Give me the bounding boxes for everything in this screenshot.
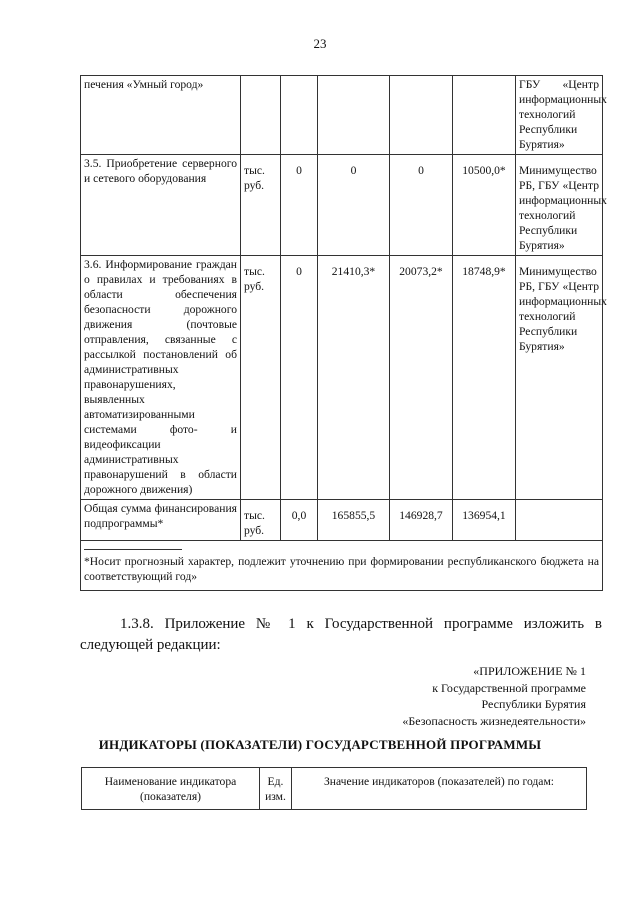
unit-cell: тыс. руб.: [241, 155, 281, 256]
total-label-cell: Общая сумма финансирования подпрограммы*: [81, 500, 241, 541]
appendix-line: «Безопасность жизнедеятельности»: [402, 713, 586, 728]
executor-cell: Минимущество РБ, ГБУ «Центр информационных технологий Республики Бурятия»: [516, 155, 603, 256]
value-cell: [453, 76, 516, 155]
unit-cell: [241, 76, 281, 155]
value-cell: 18748,9*: [453, 256, 516, 500]
executor-cell: ГБУ «Центр информационных технологий Республики Бурятия»: [516, 76, 603, 155]
value-cell: 0: [390, 155, 453, 256]
indicator-name-header: Наименование индикатора (показателя): [82, 768, 260, 810]
value-cell: 165855,5: [318, 500, 390, 541]
table-row: [81, 76, 603, 155]
indicators-table: [81, 767, 587, 810]
unit-cell: тыс. руб.: [241, 500, 281, 541]
value-cell: [390, 76, 453, 155]
appendix-line: к Государственной программе: [432, 680, 586, 695]
table-row: [81, 155, 603, 256]
footnote-row: [81, 541, 603, 591]
unit-cell: тыс. руб.: [241, 256, 281, 500]
value-cell: 146928,7: [390, 500, 453, 541]
footnote-cell: [81, 541, 603, 591]
measure-name-cell: 3.6. Информирование граждан о правилах и требованиях в области обеспечения безопасности дорожного движения (почтовые отправления, связанные с рассылкой постановлений об административных правонарушениях, выявленных автоматизированными системами фото- и видеофиксации административных правонарушений в области дорожного движения): [81, 256, 241, 500]
value-cell: 0: [281, 256, 318, 500]
table-row: [81, 256, 603, 500]
appendix-line: «ПРИЛОЖЕНИЕ № 1: [473, 664, 586, 678]
footnote-text: *Носит прогнозный характер, подлежит уточнению при формировании республиканского бюджета на соответствующий год»: [84, 555, 599, 583]
page-number: 23: [313, 36, 327, 51]
executor-cell: [516, 500, 603, 541]
footnote-divider: [84, 549, 182, 550]
appendix-line: Республики Бурятия: [481, 697, 586, 711]
indicators-header-row: [82, 768, 587, 810]
value-cell: 20073,2*: [390, 256, 453, 500]
executor-cell: Минимущество РБ, ГБУ «Центр информационных технологий Республики Бурятия»: [516, 256, 603, 500]
value-cell: 0,0: [281, 500, 318, 541]
amendment-paragraph: 1.3.8. Приложение № 1 к Государственной программе изложить в следующей редакции:: [80, 616, 602, 653]
value-cell: 21410,3*: [318, 256, 390, 500]
value-cell: 10500,0*: [453, 155, 516, 256]
appendix-header: [402, 663, 586, 729]
measure-name-cell: печения «Умный город»: [81, 76, 241, 155]
values-header: Значение индикаторов (показателей) по годам:: [292, 768, 587, 810]
value-cell: [281, 76, 318, 155]
value-cell: 0: [318, 155, 390, 256]
funding-table: [80, 75, 607, 591]
measure-name-cell: 3.5. Приобретение серверного и сетевого оборудования: [81, 155, 241, 256]
value-cell: 0: [281, 155, 318, 256]
value-cell: 136954,1: [453, 500, 516, 541]
indicators-title: ИНДИКАТОРЫ (ПОКАЗАТЕЛИ) ГОСУДАРСТВЕННОЙ ПРОГРАММЫ: [98, 737, 542, 752]
table-row-total: [81, 500, 603, 541]
value-cell: [318, 76, 390, 155]
unit-header: Ед. изм.: [260, 768, 292, 810]
